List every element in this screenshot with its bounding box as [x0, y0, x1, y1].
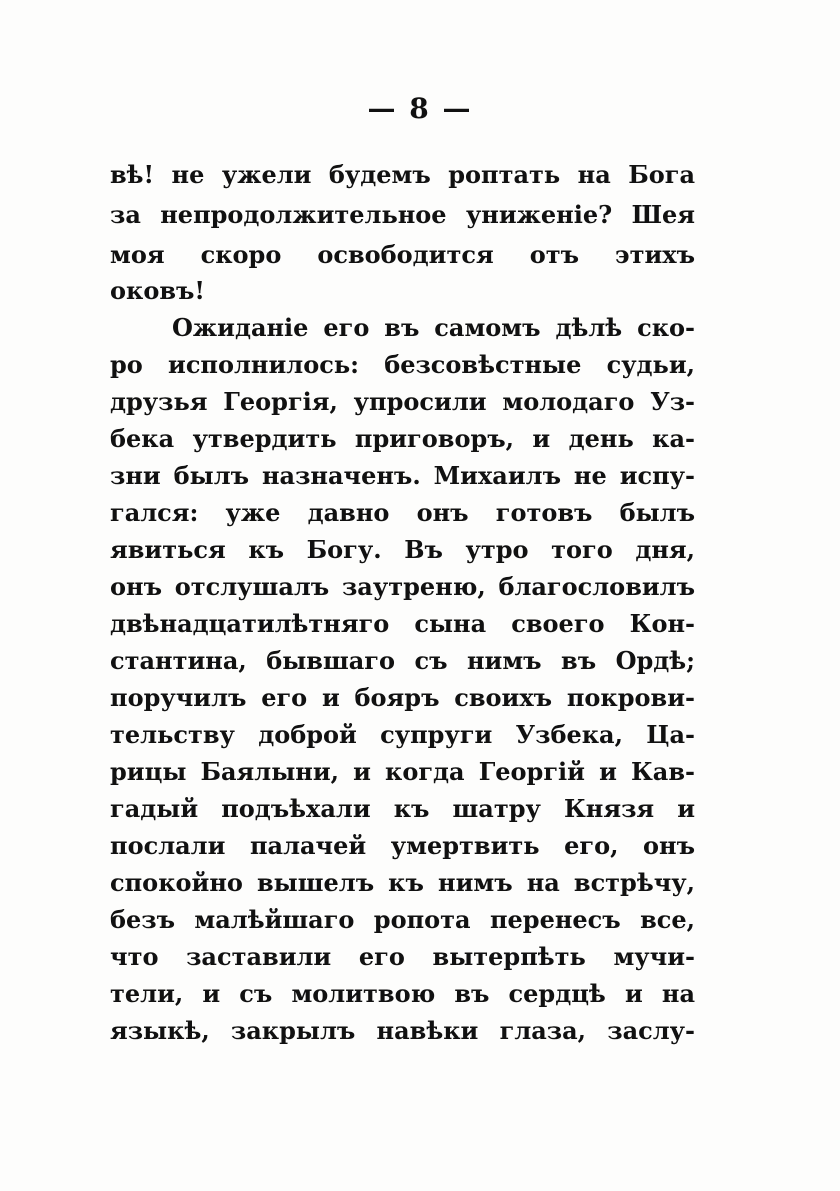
text-line: что заставили его вытерпѣть мучи- — [110, 942, 695, 971]
text-line: послали палачей умертвить его, онъ — [110, 831, 695, 860]
text-line: поручилъ его и бояръ своихъ покрови- — [110, 683, 695, 712]
text-line: зни былъ назначенъ. Михаилъ не испу- — [110, 461, 695, 490]
text-line: гался: уже давно онъ готовъ былъ — [110, 498, 695, 527]
text-line: языкѣ, закрылъ навѣки глаза, заслу- — [110, 1016, 695, 1045]
text-line: вѣ! не ужели будемъ роптать на Бога — [110, 160, 695, 189]
text-line: гадый подъѣхали къ шатру Князя и — [110, 794, 695, 823]
text-line: тели, и съ молитвою въ сердцѣ и на — [110, 979, 695, 1008]
text-line: друзья Георгія, упросили молодаго Уз- — [110, 387, 695, 416]
text-line: явиться къ Богу. Въ утро того дня, — [110, 535, 695, 564]
text-line: за непродолжительное униженіе? Шея — [110, 200, 695, 229]
text-line: онъ отслушалъ заутреню, благословилъ — [110, 572, 695, 601]
text-line: тельству доброй супруги Узбека, Ца- — [110, 720, 695, 749]
text-line: моя скоро освободится отъ этихъ — [110, 240, 695, 269]
text-line: бека утвердить приговоръ, и день ка- — [110, 424, 695, 453]
text-line: безъ малѣйшаго ропота перенесъ все, — [110, 905, 695, 934]
text-line: рицы Баялыни, и когда Георгій и Кав- — [110, 757, 695, 786]
page-number: — 8 — — [367, 92, 473, 125]
text-line: Ожиданіе его въ самомъ дѣлѣ ско- — [172, 313, 695, 342]
text-line: ро исполнилось: безсовѣстные судьи, — [110, 350, 695, 379]
text-line: двѣнадцатилѣтняго сына своего Кон- — [110, 609, 695, 638]
text-line: спокойно вышелъ къ нимъ на встрѣчу, — [110, 868, 695, 897]
text-line: оковъ! — [110, 276, 205, 305]
text-line: стантина, бывшаго съ нимъ въ Ордѣ; — [110, 646, 695, 675]
